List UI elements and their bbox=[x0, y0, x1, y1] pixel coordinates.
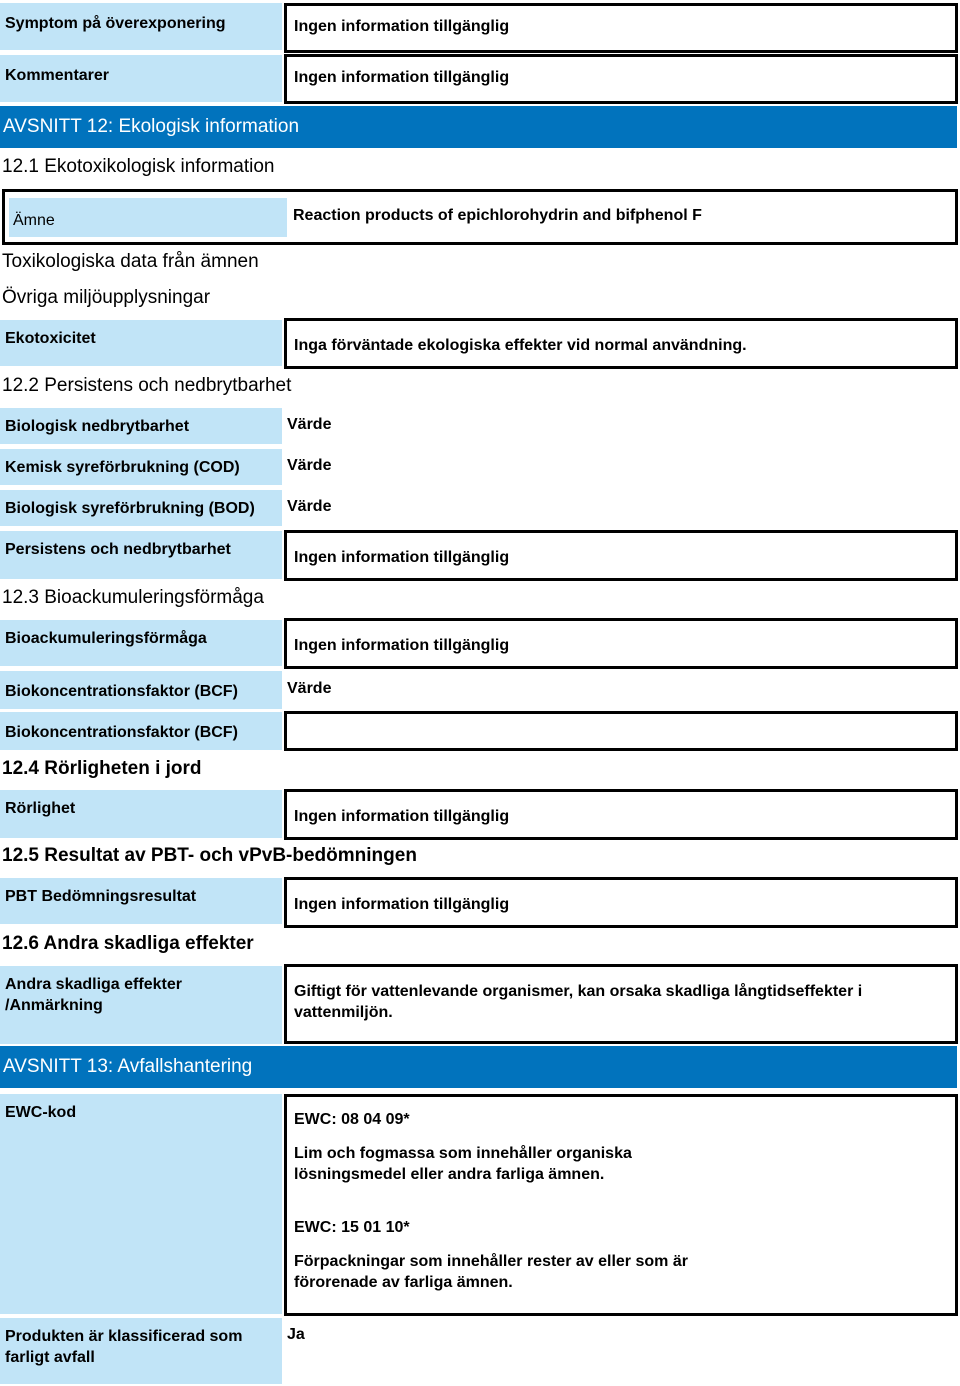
amne-row bbox=[2, 189, 958, 245]
bcf-value-1: Värde bbox=[287, 680, 332, 697]
ewc-desc-2-line2: förorenade av farliga ämnen. bbox=[294, 1274, 513, 1291]
andra-label bbox=[0, 966, 282, 1044]
persist-value: Ingen information tillgänglig bbox=[284, 530, 958, 581]
bio-degrad-value: Värde bbox=[287, 416, 332, 433]
persist-label: Persistens och nedbrytbarhet bbox=[0, 531, 282, 579]
bcf-label-2: Biokoncentrationsfaktor (BCF) bbox=[0, 712, 282, 750]
andra-label-line2: /Anmärkning bbox=[5, 997, 103, 1014]
section-13-header bbox=[0, 1046, 957, 1088]
bod-label: Biologisk syreförbrukning (BOD) bbox=[0, 490, 282, 526]
heading-12-6: 12.6 Andra skadliga effekter bbox=[2, 933, 254, 954]
amne-value: Reaction products of epichlorohydrin and bifphenol F bbox=[293, 207, 702, 224]
farligt-label-line2: farligt avfall bbox=[5, 1349, 95, 1366]
cod-label: Kemisk syreförbrukning (COD) bbox=[0, 449, 282, 485]
andra-value-line1: Giftigt för vattenlevande organismer, kan orsaka skadliga långtidseffekter i bbox=[294, 983, 863, 1000]
cod-value: Värde bbox=[287, 457, 332, 474]
ewc-desc-1-line2: lösningsmedel eller andra farliga ämnen. bbox=[294, 1166, 605, 1183]
andra-label-line1: Andra skadliga effekter bbox=[5, 976, 182, 993]
kommentarer-label: Kommentarer bbox=[0, 55, 282, 102]
rorlighet-label: Rörlighet bbox=[0, 790, 282, 838]
tox-heading: Toxikologiska data från ämnen bbox=[2, 251, 259, 272]
ekotox-value: Inga förväntade ekologiska effekter vid normal användning. bbox=[284, 318, 958, 369]
section-12-header bbox=[0, 106, 957, 148]
amne-label: Ämne bbox=[9, 198, 287, 237]
bio-degrad-label: Biologisk nedbrytbarhet bbox=[0, 408, 282, 444]
farligt-label-line1: Produkten är klassificerad som bbox=[5, 1328, 243, 1345]
heading-12-2: 12.2 Persistens och nedbrytbarhet bbox=[2, 375, 292, 396]
ewc-desc-1-line1: Lim och fogmassa som innehåller organiska bbox=[294, 1145, 632, 1162]
section-13-title: AVSNITT 13: Avfallshantering bbox=[3, 1056, 253, 1077]
bioack-label: Bioackumuleringsförmåga bbox=[0, 620, 282, 666]
heading-12-3: 12.3 Bioackumuleringsförmåga bbox=[2, 587, 264, 608]
ewc-value bbox=[284, 1094, 958, 1316]
heading-12-5: 12.5 Resultat av PBT- och vPvB-bedömningen bbox=[2, 845, 417, 866]
bod-value: Värde bbox=[287, 498, 332, 515]
kommentarer-value: Ingen information tillgänglig bbox=[284, 54, 958, 104]
symptom-label: Symptom på överexponering bbox=[0, 3, 282, 50]
bioack-value: Ingen information tillgänglig bbox=[284, 618, 958, 669]
ewc-label: EWC-kod bbox=[0, 1094, 282, 1314]
rorlighet-value: Ingen information tillgänglig bbox=[284, 789, 958, 840]
heading-12-4: 12.4 Rörligheten i jord bbox=[2, 758, 202, 779]
farligt-value: Ja bbox=[287, 1326, 305, 1343]
ewc-code-2: EWC: 15 01 10* bbox=[294, 1219, 410, 1236]
symptom-value: Ingen information tillgänglig bbox=[284, 3, 958, 53]
bcf-label-1: Biokoncentrationsfaktor (BCF) bbox=[0, 671, 282, 709]
andra-value-line2: vattenmiljön. bbox=[294, 1004, 393, 1021]
ekotox-label: Ekotoxicitet bbox=[0, 320, 282, 366]
heading-12-1: 12.1 Ekotoxikologisk information bbox=[2, 156, 275, 177]
other-env-heading: Övriga miljöupplysningar bbox=[2, 287, 211, 308]
ewc-code-1: EWC: 08 04 09* bbox=[294, 1111, 410, 1128]
pbt-value: Ingen information tillgänglig bbox=[284, 877, 958, 928]
farligt-label bbox=[0, 1318, 282, 1384]
pbt-label: PBT Bedömningsresultat bbox=[0, 878, 282, 924]
section-12-title: AVSNITT 12: Ekologisk information bbox=[3, 116, 300, 137]
bcf-value-2 bbox=[284, 711, 958, 751]
andra-value bbox=[284, 964, 958, 1044]
ewc-desc-2-line1: Förpackningar som innehåller rester av eller som är bbox=[294, 1253, 688, 1270]
